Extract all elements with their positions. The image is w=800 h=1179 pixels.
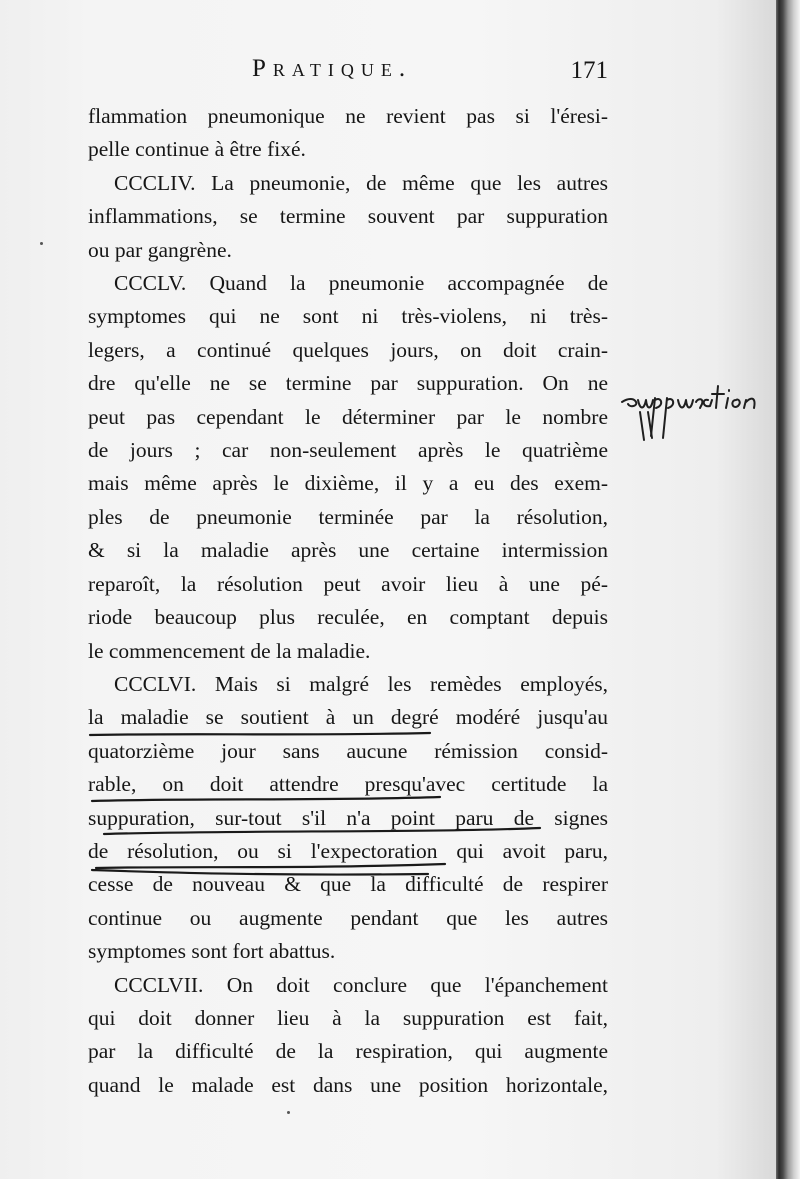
text-line: symptomes sont fort abattus. [88, 939, 336, 964]
text-line: dre qu'elle ne se termine par suppuration. On ne [88, 371, 608, 396]
page-header [252, 55, 608, 95]
paragraph-355 [88, 267, 608, 668]
text-line: de jours ; car non-seulement après le quatrième [88, 438, 608, 463]
paragraph-357 [88, 969, 608, 1103]
text-line: CCCLVII. On doit conclure que l'épanchement [114, 972, 608, 997]
text-line: CCCLV. Quand la pneumonie accompagnée de [114, 271, 608, 296]
text-line: cesse de nouveau & que la difficulté de respirer [88, 872, 608, 897]
text-line: riode beaucoup plus reculée, en comptant depuis [88, 605, 608, 630]
text-line: reparoît, la résolution peut avoir lieu à une pé- [88, 571, 608, 596]
page-number: 171 [570, 57, 608, 84]
text-line: inflammations, se termine souvent par suppuration [88, 204, 608, 229]
book-binding-edge [776, 0, 800, 1179]
text-line: CCCLVI. Mais si malgré les remèdes employés, [114, 671, 608, 696]
text-line: le commencement de la maladie. [88, 638, 371, 663]
text-line: ou par gangrène. [88, 237, 232, 262]
text-line: mais même après le dixième, il y a eu des exem- [88, 471, 608, 496]
text-line: CCCLIV. La pneumonie, de même que les autres [114, 170, 608, 195]
paper-speck [287, 1111, 290, 1114]
text-line: ples de pneumonie terminée par la résolution, [88, 504, 608, 529]
paper-speck [40, 242, 43, 245]
handwritten-marginalia [618, 376, 778, 446]
text-line: rable, on doit attendre presqu'avec certitude la [88, 772, 608, 797]
body-text [88, 100, 608, 1102]
text-line: qui doit donner lieu à la suppuration est fait, [88, 1005, 608, 1030]
text-line: & si la maladie après une certaine intermission [88, 538, 608, 563]
text-line: symptomes qui ne sont ni très-violens, ni très- [88, 304, 608, 329]
text-line: quatorzième jour sans aucune rémission consid- [88, 738, 608, 763]
text-line: pelle continue à être fixé. [88, 137, 306, 162]
text-line: peut pas cependant le déterminer par le nombre [88, 404, 608, 429]
paragraph-356 [88, 668, 608, 969]
running-title: Pratique. [252, 55, 413, 82]
paragraph-continuation [88, 100, 608, 167]
text-line: par la difficulté de la respiration, qui augmente [88, 1039, 608, 1064]
text-line: la maladie se soutient à un degré modéré jusqu'au [88, 705, 608, 730]
paragraph-354 [88, 167, 608, 267]
text-line: flammation pneumonique ne revient pas si l'éresi- [88, 104, 608, 128]
text-line: suppuration, sur-tout s'il n'a point paru de signes [88, 805, 608, 830]
text-line: continue ou augmente pendant que les autres [88, 905, 608, 930]
text-line: de résolution, ou si l'expectoration qui avoit paru, [88, 838, 608, 863]
text-line: quand le malade est dans une position horizontale, [88, 1072, 608, 1097]
text-line: legers, a continué quelques jours, on doit crain- [88, 337, 608, 362]
